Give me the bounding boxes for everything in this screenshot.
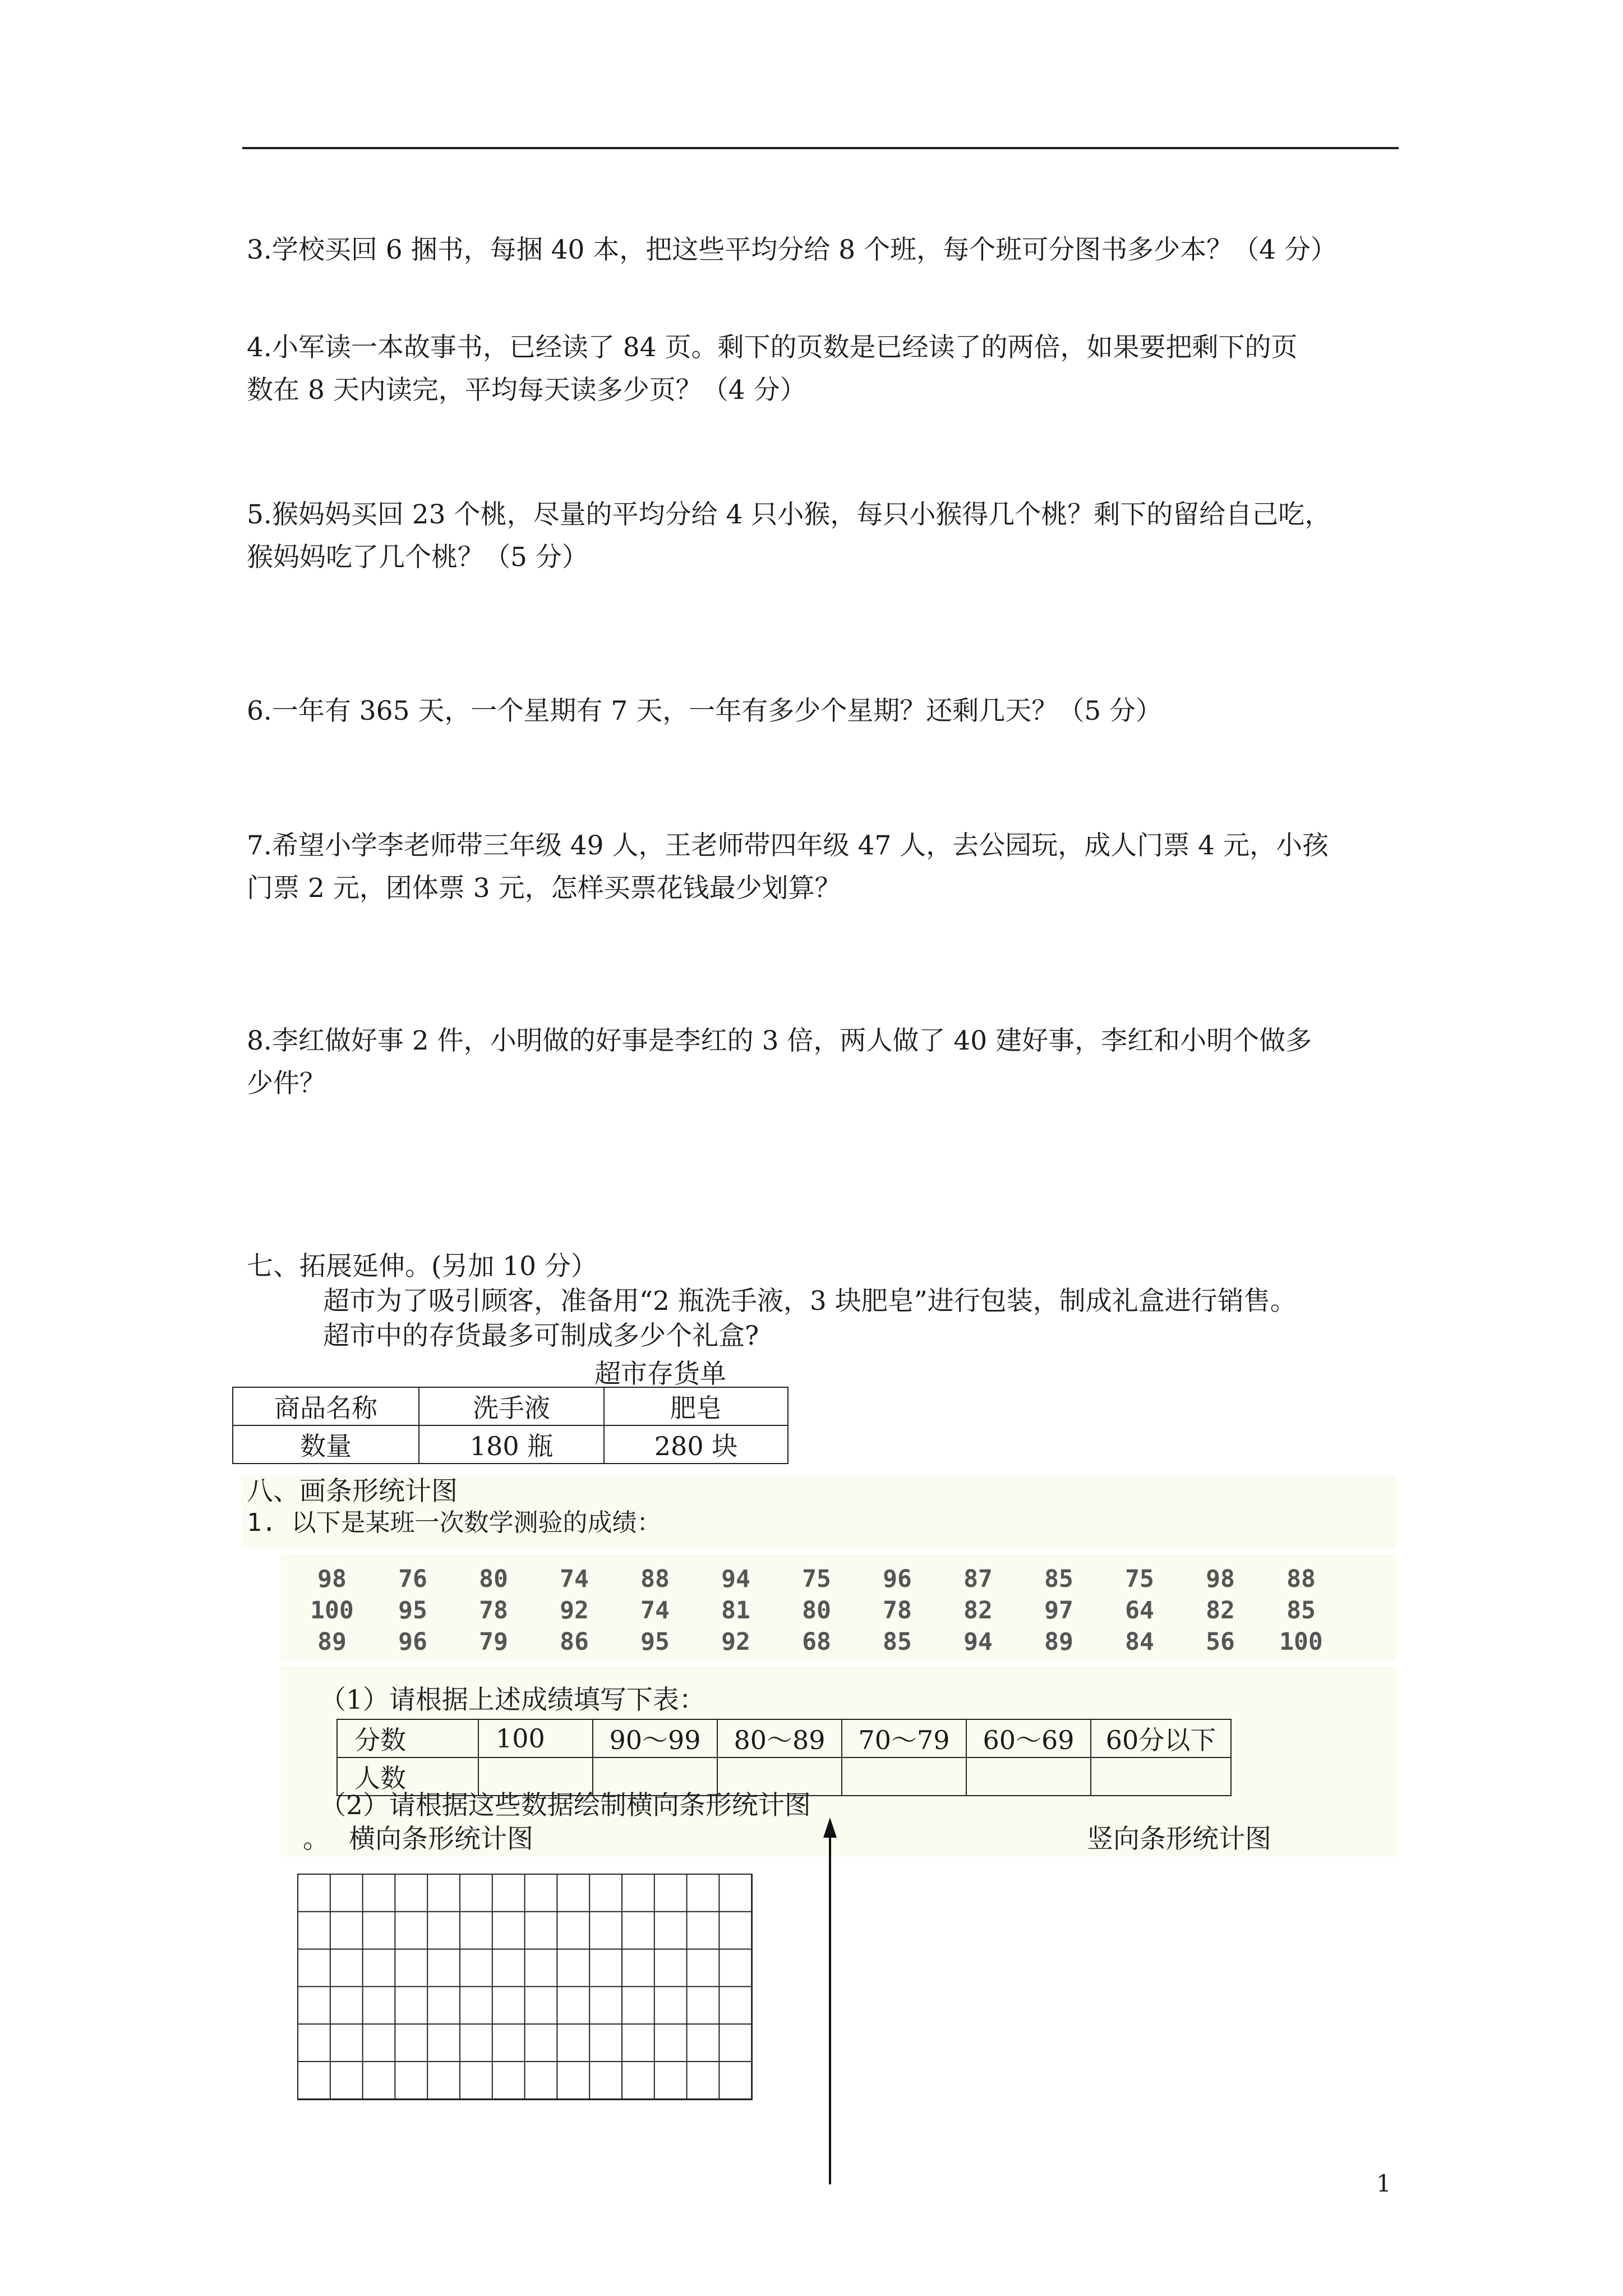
frequency-table-cell: 90～99 (593, 1719, 717, 1757)
frequency-table-cell: 80～89 (717, 1719, 842, 1757)
frequency-table (336, 1719, 1232, 1796)
question-3 (247, 229, 1337, 272)
score-value: 82 (1206, 1596, 1235, 1625)
section-7-para-2: 超市中的存货最多可制成多少个礼盒? (323, 1320, 759, 1351)
vertical-axis-arrow (819, 1815, 841, 2185)
score-value: 89 (317, 1628, 347, 1656)
score-value: 81 (721, 1596, 750, 1625)
stock-table-title: 超市存货单 (594, 1359, 726, 1389)
score-value: 88 (1287, 1565, 1316, 1593)
frequency-table-input-cell[interactable] (842, 1757, 966, 1796)
sub-question-2: （2）请根据这些数据绘制横向条形统计图 (320, 1790, 811, 1821)
scores-row (292, 1596, 1341, 1627)
score-value: 94 (721, 1565, 750, 1593)
score-value: 76 (398, 1565, 427, 1593)
question-4-line-1: 4.小军读一本故事书，已经读了 84 页。剩下的页数是已经读了的两倍，如果要把剩下的页 (247, 332, 1298, 363)
score-value: 98 (1206, 1565, 1235, 1593)
score-value: 85 (1287, 1596, 1316, 1625)
question-4-line-2: 数在 8 天内读完，平均每天读多少页？（4 分） (247, 375, 806, 406)
arrow-head-icon (823, 1818, 837, 1838)
score-value: 85 (1044, 1565, 1073, 1593)
question-6 (247, 690, 1162, 733)
score-value: 84 (1125, 1628, 1154, 1656)
stock-table-cell: 数量 (233, 1425, 419, 1464)
frequency-table-cell: 人数 (337, 1757, 478, 1796)
section-7-para-1: 超市为了吸引顾客，准备用“2 瓶洗手液，3 块肥皂”进行包装，制成礼盒进行销售。 (323, 1286, 1297, 1317)
frequency-table-cell: 60分以下 (1091, 1719, 1231, 1757)
stock-table-header-row (233, 1387, 788, 1425)
score-value: 82 (963, 1596, 993, 1625)
scores-row (292, 1628, 1341, 1658)
question-7-line-2: 门票 2 元，团体票 3 元，怎样买票花钱最少划算？ (247, 873, 841, 904)
section-8-heading: 八、画条形统计图 (247, 1476, 458, 1507)
question-7 (247, 825, 1329, 910)
scores-panel (280, 1554, 1396, 1660)
stock-table-cell: 肥皂 (604, 1387, 788, 1425)
stock-table-row (233, 1425, 788, 1464)
score-value: 95 (398, 1596, 427, 1625)
frequency-table-cell: 60～69 (966, 1719, 1091, 1757)
question-8-line-2: 少件？ (247, 1068, 326, 1099)
scores-row (292, 1565, 1341, 1595)
question-8 (247, 1020, 1312, 1105)
score-value: 80 (479, 1565, 508, 1593)
stock-table-cell: 洗手液 (419, 1387, 604, 1425)
score-value: 92 (560, 1596, 589, 1625)
score-value: 75 (1125, 1565, 1154, 1593)
score-value: 56 (1206, 1628, 1235, 1656)
score-value: 95 (640, 1628, 670, 1656)
bullet-dot: 。 (303, 1824, 329, 1855)
score-value: 64 (1125, 1596, 1154, 1625)
sub-question-1: （1）请根据上述成绩填写下表： (320, 1685, 706, 1715)
vertical-chart-label: 竖向条形统计图 (1087, 1824, 1271, 1855)
question-5-line-2: 猴妈妈吃了几个桃？（5 分） (247, 542, 588, 573)
question-3-line-1: 3.学校买回 6 捆书，每捆 40 本，把这些平均分给 8 个班，每个班可分图书多少本？（4 分） (247, 234, 1337, 265)
page-number: 1 (1376, 2170, 1391, 2197)
score-value: 98 (317, 1565, 347, 1593)
frequency-table-input-cell[interactable] (1091, 1757, 1231, 1796)
score-value: 80 (802, 1596, 831, 1625)
score-value: 92 (721, 1628, 750, 1656)
question-8-line-1: 8.李红做好事 2 件，小明做的好事是李红的 3 倍，两人做了 40 建好事，李红和小明个做多 (247, 1025, 1312, 1056)
score-value: 100 (1279, 1628, 1323, 1656)
section-8-question-1: 1. 以下是某班一次数学测验的成绩： (247, 1508, 662, 1537)
frequency-table-cell: 分数 (337, 1719, 478, 1757)
horizontal-chart-grid[interactable] (297, 1874, 753, 2100)
score-value: 88 (640, 1565, 670, 1593)
score-value: 78 (883, 1596, 912, 1625)
score-value: 96 (883, 1565, 912, 1593)
score-value: 78 (479, 1596, 508, 1625)
score-value: 100 (310, 1596, 354, 1625)
question-7-line-1: 7.希望小学李老师带三年级 49 人，王老师带四年级 47 人，去公园玩，成人门票 4 元，小孩 (247, 830, 1329, 861)
frequency-table-cell: 100 (478, 1719, 593, 1757)
stock-table-cell: 180 瓶 (419, 1425, 604, 1464)
score-value: 75 (802, 1565, 831, 1593)
stock-table (232, 1387, 789, 1464)
score-value: 74 (560, 1565, 589, 1593)
stock-table-cell: 280 块 (604, 1425, 788, 1464)
score-value: 97 (1044, 1596, 1073, 1625)
score-value: 74 (640, 1596, 670, 1625)
question-6-line-1: 6.一年有 365 天，一个星期有 7 天，一年有多少个星期？还剩几天？（5 分） (247, 696, 1163, 726)
score-value: 79 (479, 1628, 508, 1656)
score-value: 96 (398, 1628, 427, 1656)
question-5-line-1: 5.猴妈妈买回 23 个桃，尽量的平均分给 4 只小猴，每只小猴得几个桃？剩下的留给自己吃， (247, 499, 1331, 530)
frequency-table-cell: 70～79 (842, 1719, 966, 1757)
score-value: 85 (883, 1628, 912, 1656)
horizontal-chart-label: 横向条形统计图 (349, 1824, 533, 1855)
header-rule (242, 147, 1399, 149)
section-7-heading: 七、拓展延伸。(另加 10 分） (247, 1251, 598, 1282)
question-4 (247, 326, 1298, 412)
score-value: 87 (963, 1565, 993, 1593)
score-value: 68 (802, 1628, 831, 1656)
score-value: 89 (1044, 1628, 1073, 1656)
question-5 (247, 494, 1331, 579)
stock-table-cell: 商品名称 (233, 1387, 419, 1425)
score-value: 94 (963, 1628, 993, 1656)
score-value: 86 (560, 1628, 589, 1656)
frequency-table-header-row (337, 1719, 1231, 1757)
frequency-table-input-cell[interactable] (966, 1757, 1091, 1796)
